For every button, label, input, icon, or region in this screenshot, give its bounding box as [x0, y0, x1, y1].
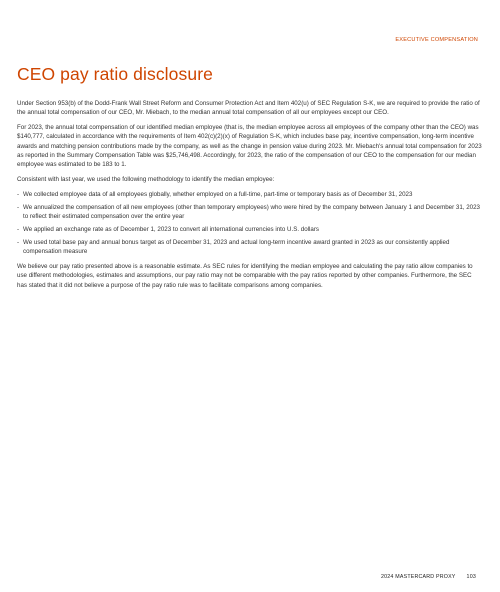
- page-title: CEO pay ratio disclosure: [17, 64, 213, 84]
- list-item-text: We applied an exchange rate as of December 1, 2023 to convert all international currencies into U.S. dollars: [23, 225, 320, 233]
- paragraph-conclusion: We believe our pay ratio presented above is a reasonable estimate. As SEC rules for identifying the median employee and calculating the pay ratio allow companies to use different methodologies, estimates and assumptions, our pay ratio may not be comparable with the pay ratios reported by other companies. Furthermore, the SEC has stated that it did not believe a purpose of the pay ratio rule was to facilitate comparisons among companies.: [17, 263, 473, 289]
- list-item-text: We used total base pay and annual bonus target as of December 31, 2023 and actual long-term incentive award granted in 2023 as our consistently applied compensation measure: [23, 238, 450, 255]
- list-item: [17, 203, 483, 222]
- list-item-text: We annualized the compensation of all new employees (other than temporary employees) who were hired by the company between January 1 and December 31, 2023 to reflect their estimated compensation over the entire year: [23, 203, 480, 220]
- section-header: EXECUTIVE COMPENSATION: [395, 37, 478, 43]
- paragraph-ratio: For 2023, the annual total compensation of our identified median employee (that is, the median employee across all employees of the company other than the CEO) was $140,777, calculated in accordance with the requirements of Item 402(c)(2)(x) of Regulation S-K, which includes base pay, incentive compensation, long-term incentive awards and matching pension contributions made by the company, as well as the change in pension value during 2023. Mr. Miebach's annual total compensation for 2023 as reported in the Summary Compensation Table was $25,746,498. Accordingly, for 2023, the ratio of the compensation of our CEO to the compensation for our median employee was estimated to be 183 to 1.: [17, 124, 482, 169]
- page-footer: [381, 574, 476, 580]
- list-item: [17, 238, 483, 257]
- page-number: 103: [466, 574, 476, 580]
- bullet-marker: -: [17, 225, 20, 233]
- list-item-text: We collected employee data of all employees globally, whether employed on a full-time, part-time or temporary basis as of December 31, 2023: [23, 190, 413, 198]
- methodology-list: [17, 190, 483, 256]
- list-item: [17, 190, 483, 199]
- paragraph-methodology-intro: Consistent with last year, we used the following methodology to identify the median employee:: [17, 176, 275, 184]
- list-item: [17, 225, 483, 234]
- bullet-marker: -: [17, 238, 20, 246]
- paragraph-intro: Under Section 953(b) of the Dodd-Frank Wall Street Reform and Consumer Protection Act and Item 402(u) of SEC Regulation S-K, we are required to provide the ratio of the annual total compensation of our CEO, Mr. Miebach, to the median annual total compensation of all our employees except our CEO.: [17, 100, 480, 117]
- bullet-marker: -: [17, 203, 20, 211]
- bullet-marker: -: [17, 190, 20, 198]
- footer-label: 2024 MASTERCARD PROXY: [380, 574, 456, 580]
- document-body: [17, 99, 483, 296]
